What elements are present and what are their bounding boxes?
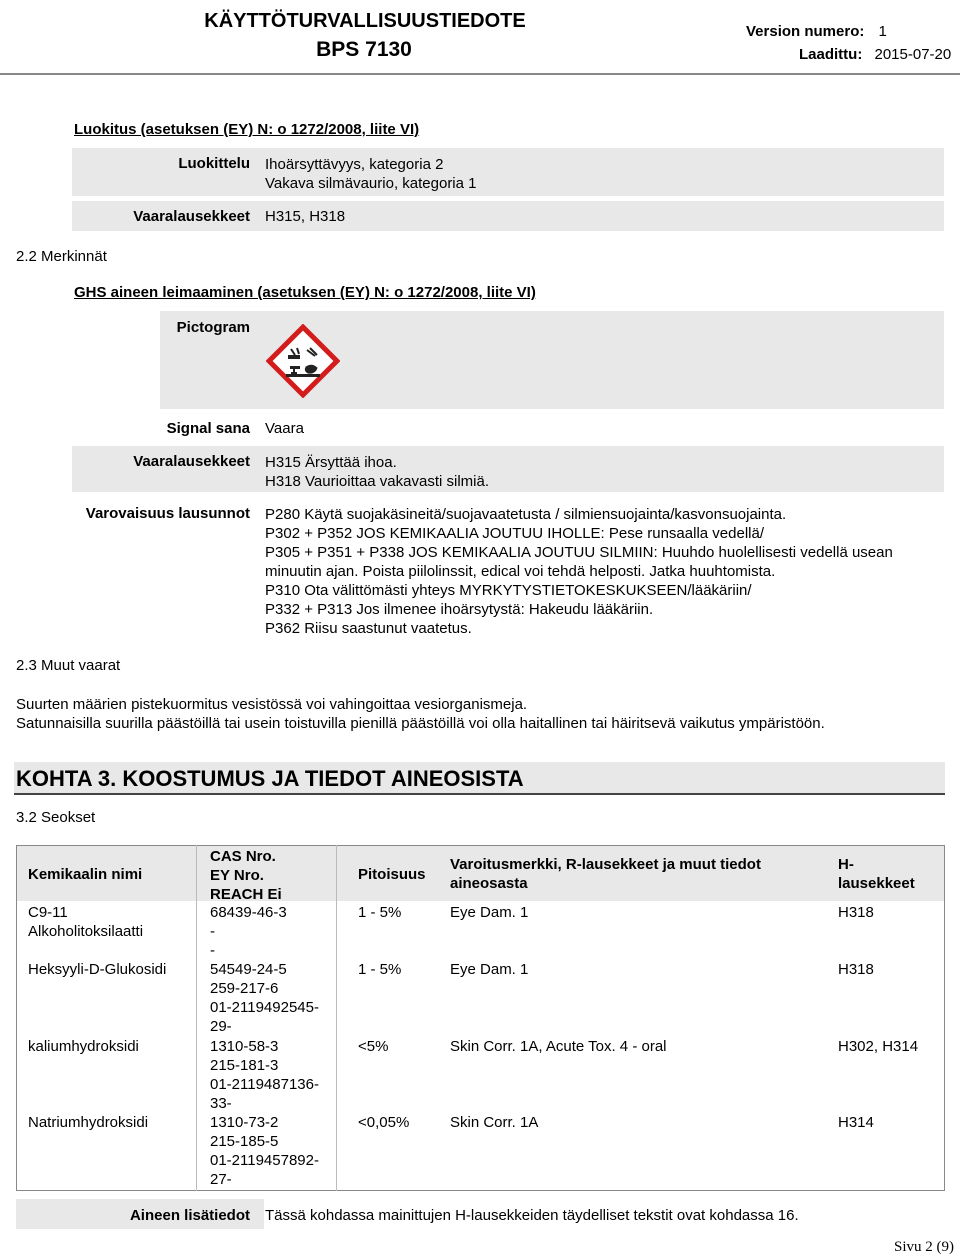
chemical-name: Natriumhydroksidi [28, 1114, 149, 1131]
version-label: Version numero: [746, 23, 865, 40]
column-header-cas: CAS Nro. [210, 848, 276, 865]
chemical-name: kaliumhydroksidi [28, 1038, 139, 1055]
chemical-ids [210, 1037, 319, 1113]
h-statements: H302, H314 [838, 1038, 919, 1055]
product-name: BPS 7130 [316, 38, 412, 61]
column-header-h-line: H- [838, 856, 854, 873]
classification-value: Ihoärsyttävyys, kategoria 2 [265, 156, 444, 173]
ey-number: 215-181-3 [210, 1057, 279, 1074]
classification-values [265, 155, 477, 193]
label-hazard-statements [265, 453, 489, 491]
reach-number-suffix: 27- [210, 1171, 232, 1188]
classification: Skin Corr. 1A [450, 1114, 539, 1131]
section-2-2-title: 2.2 Merkinnät [16, 248, 107, 265]
date-label: Laadittu: [799, 46, 863, 63]
reach-number: - [210, 942, 215, 959]
column-header-ids [210, 847, 282, 904]
column-header-name: Kemikaalin nimi [28, 866, 143, 883]
classification: Eye Dam. 1 [450, 961, 529, 978]
reach-number: 01-2119487136- [210, 1076, 319, 1093]
label-hazard-statements-label: Vaaralausekkeet [133, 453, 250, 470]
reach-number-suffix: 29- [210, 1018, 232, 1035]
other-hazards-text [16, 695, 946, 733]
classification: Eye Dam. 1 [450, 904, 529, 921]
concentration: 1 - 5% [358, 904, 402, 921]
chemical-name: C9-11 [28, 904, 68, 921]
chemical-name: Alkoholitoksilaatti [28, 923, 144, 940]
precautionary-statement: P310 Ota välittömästi yhteys MYRKYTYSTIETOKESKUKSEEN/lääkäriin/ [265, 582, 752, 599]
other-hazard-line: Satunnaisilla suurilla päästöillä tai usein toistuvilla pienillä päästöillä voi olla haitallinen tai häiritsevä vaikutus ympäristöön. [16, 715, 825, 732]
h-statements: H318 [838, 904, 874, 921]
version-value: 1 [878, 23, 887, 40]
other-hazard-line: Suurten määrien pistekuormitus vesistössä voi vahingoittaa vesiorganismeja. [16, 696, 528, 713]
column-divider [196, 845, 197, 1191]
h-statements: H314 [838, 1114, 874, 1131]
hazard-statement: H315 Ärsyttää ihoa. [265, 454, 397, 471]
precautionary-statement: minuutin ajan. Poista piilolinssit, edical voi tehdä helposti. Jatka huuhtomista. [265, 563, 776, 580]
cas-number: 54549-24-5 [210, 961, 287, 978]
column-header-classification-line: Varoitusmerkki, R-lausekkeet ja muut tiedot [450, 856, 761, 873]
precautionary-statement: P305 + P351 + P338 JOS KEMIKAALIA JOUTUU SILMIIN: Huuhdo huolellisesti vedellä usean [265, 544, 893, 561]
classification-label: Luokittelu [178, 155, 250, 172]
extra-info-value: Tässä kohdassa mainittujen H-lausekkeiden täydelliset tekstit ovat kohdassa 16. [265, 1207, 799, 1224]
ghs-labelling-heading: GHS aineen leimaaminen (asetuksen (EY) N: o 1272/2008, liite VI) [74, 284, 536, 301]
column-header-concentration: Pitoisuus [358, 866, 426, 883]
header-rule [0, 73, 960, 75]
classification: Skin Corr. 1A, Acute Tox. 4 - oral [450, 1038, 667, 1055]
precautionary-statement: P332 + P313 Jos ilmenee ihoärsytystä: Hakeudu lääkäriin. [265, 601, 654, 618]
ghs05-corrosion-icon [266, 324, 340, 398]
document-title: KÄYTTÖTURVALLISUUSTIEDOTE [204, 10, 526, 32]
precautionary-statement: P280 Käytä suojakäsineitä/suojavaatetusta / silmiensuojainta/kasvonsuojainta. [265, 506, 787, 523]
precautionary-statements [265, 505, 945, 638]
column-header-ey: EY Nro. [210, 867, 264, 884]
column-header-classification [450, 855, 761, 893]
signal-word-value: Vaara [265, 420, 304, 437]
section-3-title: KOHTA 3. KOOSTUMUS JA TIEDOT AINEOSISTA [16, 766, 524, 791]
ey-number: 259-217-6 [210, 980, 279, 997]
h-statements: H318 [838, 961, 874, 978]
reach-number: 01-2119457892- [210, 1152, 319, 1169]
section-3-2-title: 3.2 Seokset [16, 809, 96, 826]
cas-number: 68439-46-3 [210, 904, 287, 921]
column-header-h-statements [838, 855, 915, 893]
extra-info-label: Aineen lisätiedot [129, 1207, 250, 1224]
column-header-h-line: lausekkeet [838, 875, 915, 892]
hazard-statement: H318 Vaurioittaa vakavasti silmiä. [265, 473, 489, 490]
table-row [28, 1113, 148, 1132]
section-2-3-title: 2.3 Muut vaarat [16, 657, 121, 674]
column-header-classification-line: aineosasta [450, 875, 528, 892]
pictogram-label: Pictogram [176, 319, 250, 336]
precautionary-statement: P362 Riisu saastunut vaatetus. [265, 620, 472, 637]
ey-number: - [210, 923, 215, 940]
cas-number: 1310-73-2 [210, 1114, 279, 1131]
table-row [28, 960, 166, 979]
version-info [746, 23, 887, 40]
concentration: <0,05% [358, 1114, 410, 1131]
chemical-name: Heksyyli-D-Glukosidi [28, 961, 167, 978]
table-row [28, 903, 143, 941]
classification-value: Vakava silmävaurio, kategoria 1 [265, 175, 477, 192]
chemical-ids [210, 1113, 319, 1189]
cas-number: 1310-58-3 [210, 1038, 279, 1055]
signal-word-label: Signal sana [166, 420, 250, 437]
concentration: <5% [358, 1038, 389, 1055]
classification-heading: Luokitus (asetuksen (EY) N: o 1272/2008, liite VI) [74, 121, 420, 138]
page-number: Sivu 2 (9) [894, 1239, 954, 1255]
concentration: 1 - 5% [358, 961, 402, 978]
column-divider [336, 845, 337, 1191]
date-value: 2015-07-20 [874, 46, 952, 63]
date-info [799, 46, 951, 63]
table-row [28, 1037, 139, 1056]
precautionary-statements-label: Varovaisuus lausunnot [85, 505, 250, 522]
reach-number: 01-2119492545- [210, 999, 319, 1016]
hazard-statements-value: H315, H318 [265, 208, 346, 225]
hazard-statements-label: Vaaralausekkeet [133, 208, 250, 225]
column-header-reach: REACH Ei [210, 886, 282, 903]
ey-number: 215-185-5 [210, 1133, 279, 1150]
composition-table-frame [16, 845, 945, 1191]
chemical-ids [210, 960, 319, 1036]
chemical-ids [210, 903, 287, 960]
precautionary-statement: P302 + P352 JOS KEMIKAALIA JOUTUU IHOLLE: Pese runsaalla vedellä/ [265, 525, 764, 542]
reach-number-suffix: 33- [210, 1095, 232, 1112]
